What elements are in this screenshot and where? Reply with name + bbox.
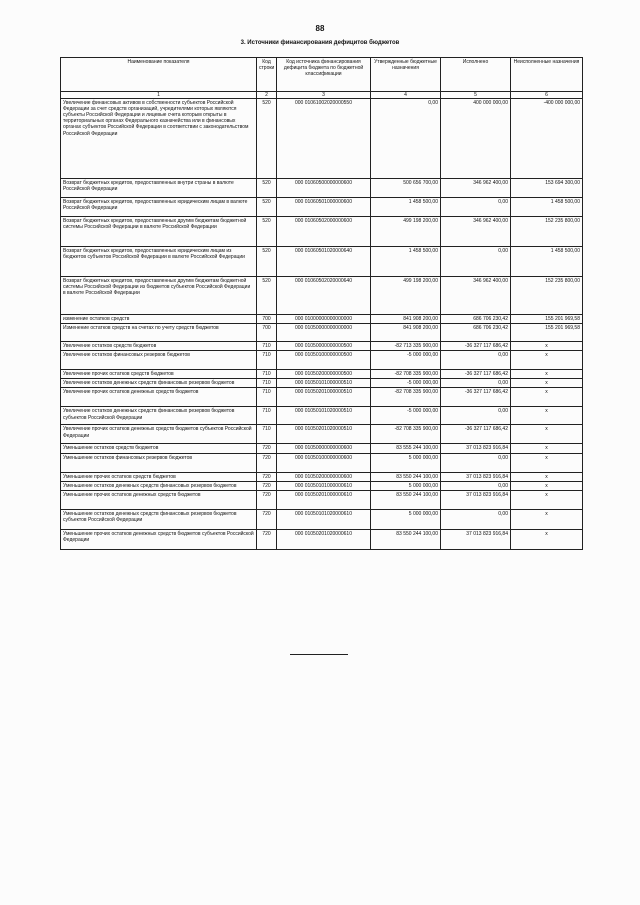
line-code: 710 — [257, 351, 277, 370]
approved-amount: 499 198 200,00 — [371, 217, 441, 247]
indicator-name: Уменьшение остатков финансовых резервов бюджетов — [61, 453, 257, 472]
line-code: 520 — [257, 179, 277, 198]
indicator-name: Уменьшение прочих остатков денежных средств бюджетов субъектов Российской Федерации — [61, 529, 257, 549]
executed-amount: 346 962 400,00 — [441, 277, 511, 315]
approved-amount: -5 000 000,00 — [371, 407, 441, 425]
line-code: 720 — [257, 490, 277, 509]
executed-amount: 0,00 — [441, 379, 511, 388]
table-row — [61, 509, 583, 529]
table-row — [61, 315, 583, 324]
source-code: 000 01000000000000000 — [277, 315, 371, 324]
column-number: 5 — [441, 92, 511, 99]
indicator-name: Возврат бюджетных кредитов, предоставленных другим бюджетам бюджетной системы Российской Федерации в валюте Российской Федерации — [61, 217, 257, 247]
table-row — [61, 351, 583, 370]
table-row — [61, 407, 583, 425]
executed-amount: 37 013 823 916,84 — [441, 529, 511, 549]
source-code: 000 01050100000000500 — [277, 351, 371, 370]
column-number-row — [61, 92, 583, 99]
indicator-name: Увеличение остатков денежных средств финансовых резервов бюджетов — [61, 379, 257, 388]
indicator-name: Уменьшение прочих остатков денежных средств бюджетов — [61, 490, 257, 509]
indicator-name: изменение остатков средств — [61, 315, 257, 324]
table-row — [61, 217, 583, 247]
source-code: 000 01060500000000600 — [277, 179, 371, 198]
executed-amount: -36 327 117 686,42 — [441, 388, 511, 407]
source-code: 000 01050101020000510 — [277, 407, 371, 425]
approved-amount: 5 000 000,00 — [371, 509, 441, 529]
executed-amount: 0,00 — [441, 247, 511, 277]
source-code: 000 01050201000000610 — [277, 490, 371, 509]
source-code: 000 01050000000000000 — [277, 324, 371, 342]
table-row — [61, 198, 583, 217]
column-number: 6 — [511, 92, 583, 99]
source-code: 000 01050000000000600 — [277, 444, 371, 453]
executed-amount: 346 962 400,00 — [441, 179, 511, 198]
approved-amount: 499 198 200,00 — [371, 277, 441, 315]
indicator-name: Возврат бюджетных кредитов, предоставленных внутри страны в валюте Российской Федерации — [61, 179, 257, 198]
table-row — [61, 370, 583, 379]
header-unexecuted: Неисполненные назначения — [511, 58, 583, 92]
unexecuted-amount: x — [511, 370, 583, 379]
approved-amount: 1 458 500,00 — [371, 198, 441, 217]
unexecuted-amount: x — [511, 509, 583, 529]
unexecuted-amount: x — [511, 379, 583, 388]
line-code: 710 — [257, 407, 277, 425]
line-code: 520 — [257, 277, 277, 315]
table-row — [61, 324, 583, 342]
approved-amount: -82 713 335 900,00 — [371, 342, 441, 351]
table-row — [61, 179, 583, 198]
table-row — [61, 481, 583, 490]
table-row — [61, 379, 583, 388]
source-code: 000 01050200000000600 — [277, 472, 371, 481]
line-code: 710 — [257, 388, 277, 407]
executed-amount: 0,00 — [441, 198, 511, 217]
indicator-name: Возврат бюджетных кредитов, предоставленных юридическим лицам из бюджетов субъектов Российской Федерации в валюте Российской Федерации — [61, 247, 257, 277]
line-code: 520 — [257, 198, 277, 217]
approved-amount: 83 550 244 100,00 — [371, 472, 441, 481]
source-code: 000 01050101020000610 — [277, 509, 371, 529]
source-code: 000 01060501000000600 — [277, 198, 371, 217]
source-code: 000 01050201000000510 — [277, 388, 371, 407]
table-row — [61, 425, 583, 444]
approved-amount: -82 708 335 900,00 — [371, 425, 441, 444]
line-code: 720 — [257, 529, 277, 549]
column-number: 3 — [277, 92, 371, 99]
table-row — [61, 388, 583, 407]
table-row — [61, 490, 583, 509]
indicator-name: Возврат бюджетных кредитов, предоставленных юридическим лицам в валюте Российской Федерации — [61, 198, 257, 217]
source-code: 000 01060501020000640 — [277, 247, 371, 277]
executed-amount: 400 000 000,00 — [441, 99, 511, 179]
unexecuted-amount: x — [511, 425, 583, 444]
table-row — [61, 342, 583, 351]
line-code: 710 — [257, 425, 277, 444]
unexecuted-amount: 152 235 800,00 — [511, 217, 583, 247]
indicator-name: Уменьшение остатков средств бюджетов — [61, 444, 257, 453]
header-row — [61, 58, 583, 92]
approved-amount: 500 656 700,00 — [371, 179, 441, 198]
executed-amount: 0,00 — [441, 453, 511, 472]
line-code: 720 — [257, 481, 277, 490]
approved-amount: -5 000 000,00 — [371, 379, 441, 388]
approved-amount: -5 000 000,00 — [371, 351, 441, 370]
source-code: 000 01050000000000500 — [277, 342, 371, 351]
unexecuted-amount: 155 201 969,58 — [511, 315, 583, 324]
approved-amount: -82 708 335 900,00 — [371, 388, 441, 407]
indicator-name: Увеличение прочих остатков средств бюджетов — [61, 370, 257, 379]
table-row — [61, 99, 583, 179]
executed-amount: 0,00 — [441, 509, 511, 529]
unexecuted-amount: x — [511, 481, 583, 490]
approved-amount: 83 550 244 100,00 — [371, 490, 441, 509]
unexecuted-amount: x — [511, 351, 583, 370]
executed-amount: 0,00 — [441, 481, 511, 490]
source-code: 000 01050201020000610 — [277, 529, 371, 549]
line-code: 700 — [257, 324, 277, 342]
executed-amount: 0,00 — [441, 407, 511, 425]
line-code: 520 — [257, 247, 277, 277]
source-code: 000 01050201020000510 — [277, 425, 371, 444]
closing-rule — [290, 654, 348, 655]
header-approved: Утвержденные бюджетные назначения — [371, 58, 441, 92]
approved-amount: 83 550 244 100,00 — [371, 529, 441, 549]
approved-amount: 841 908 200,00 — [371, 324, 441, 342]
unexecuted-amount: 152 235 800,00 — [511, 277, 583, 315]
line-code: 700 — [257, 315, 277, 324]
executed-amount: 37 013 823 916,84 — [441, 444, 511, 453]
indicator-name: Увеличение остатков денежных средств финансовых резервов бюджетов субъектов Российской Федерации — [61, 407, 257, 425]
source-code: 000 01061002020000550 — [277, 99, 371, 179]
unexecuted-amount: -400 000 000,00 — [511, 99, 583, 179]
executed-amount: 686 706 230,42 — [441, 315, 511, 324]
table-row — [61, 453, 583, 472]
indicator-name: Уменьшение остатков денежных средств финансовых резервов бюджетов — [61, 481, 257, 490]
executed-amount: 686 706 230,42 — [441, 324, 511, 342]
header-source-code: Код источника финансирования дефицита бюджета по бюджетной классификации — [277, 58, 371, 92]
unexecuted-amount: 155 201 969,58 — [511, 324, 583, 342]
section-title: 3. Источники финансирования дефицитов бюджетов — [240, 40, 400, 46]
header-line-code: Код строки — [257, 58, 277, 92]
line-code: 710 — [257, 379, 277, 388]
indicator-name: Увеличение прочих остатков денежных средств бюджетов — [61, 388, 257, 407]
indicator-name: Увеличение прочих остатков денежных средств бюджетов субъектов Российской Федерации — [61, 425, 257, 444]
unexecuted-amount: x — [511, 490, 583, 509]
indicator-name: Увеличение остатков средств бюджетов — [61, 342, 257, 351]
unexecuted-amount: x — [511, 444, 583, 453]
column-number: 2 — [257, 92, 277, 99]
approved-amount: 5 000 000,00 — [371, 453, 441, 472]
table-row — [61, 529, 583, 549]
line-code: 720 — [257, 509, 277, 529]
executed-amount: 37 013 823 916,84 — [441, 490, 511, 509]
executed-amount: -36 327 117 686,42 — [441, 425, 511, 444]
unexecuted-amount: x — [511, 529, 583, 549]
unexecuted-amount: x — [511, 472, 583, 481]
indicator-name: Уменьшение остатков денежных средств финансовых резервов бюджетов субъектов Российской Федерации — [61, 509, 257, 529]
line-code: 710 — [257, 342, 277, 351]
unexecuted-amount: x — [511, 388, 583, 407]
line-code: 720 — [257, 444, 277, 453]
header-executed: Исполнено — [441, 58, 511, 92]
executed-amount: 0,00 — [441, 351, 511, 370]
line-code: 520 — [257, 99, 277, 179]
approved-amount: 83 555 244 100,00 — [371, 444, 441, 453]
table-row — [61, 277, 583, 315]
approved-amount: -82 708 335 900,00 — [371, 370, 441, 379]
approved-amount: 841 908 200,00 — [371, 315, 441, 324]
unexecuted-amount: x — [511, 453, 583, 472]
unexecuted-amount: 1 458 500,00 — [511, 247, 583, 277]
source-code: 000 01060502020000640 — [277, 277, 371, 315]
unexecuted-amount: 153 694 300,00 — [511, 179, 583, 198]
unexecuted-amount: 1 458 500,00 — [511, 198, 583, 217]
executed-amount: 37 013 823 916,84 — [441, 472, 511, 481]
table-row — [61, 247, 583, 277]
indicator-name: Изменение остатков средств на счетах по учету средств бюджетов — [61, 324, 257, 342]
unexecuted-amount: x — [511, 407, 583, 425]
source-code: 000 01060502000000600 — [277, 217, 371, 247]
approved-amount: 0,00 — [371, 99, 441, 179]
approved-amount: 5 000 000,00 — [371, 481, 441, 490]
column-number: 4 — [371, 92, 441, 99]
header-indicator-name: Наименование показателя — [61, 58, 257, 92]
source-code: 000 01050101000000610 — [277, 481, 371, 490]
indicator-name: Увеличение финансовых активов в собственности субъектов Российской Федерации за счет средств организаций, учредителями которых являются субъекты Российской Федерации и лицевые счета которым открыты в территориальных органах Федерального казначейства или в финансовых органах субъектов Российской Федерации в соответствии с законодательством Российской Федерации — [61, 99, 257, 179]
executed-amount: 346 962 400,00 — [441, 217, 511, 247]
source-code: 000 01050200000000500 — [277, 370, 371, 379]
line-code: 710 — [257, 370, 277, 379]
source-code: 000 01050101000000510 — [277, 379, 371, 388]
line-code: 720 — [257, 453, 277, 472]
indicator-name: Уменьшение прочих остатков средств бюджетов — [61, 472, 257, 481]
column-number: 1 — [61, 92, 257, 99]
source-code: 000 01050100000000600 — [277, 453, 371, 472]
table-row — [61, 444, 583, 453]
line-code: 720 — [257, 472, 277, 481]
approved-amount: 1 458 500,00 — [371, 247, 441, 277]
indicator-name: Возврат бюджетных кредитов, предоставленных другим бюджетам бюджетной системы Российской Федерации из бюджетов субъектов Российской Федерации в валюте Российской Федерации — [61, 277, 257, 315]
financing-sources-table — [60, 57, 583, 550]
executed-amount: -36 327 117 686,42 — [441, 370, 511, 379]
unexecuted-amount: x — [511, 342, 583, 351]
executed-amount: -36 327 117 686,42 — [441, 342, 511, 351]
indicator-name: Увеличение остатков финансовых резервов бюджетов — [61, 351, 257, 370]
line-code: 520 — [257, 217, 277, 247]
table-row — [61, 472, 583, 481]
page-number: 88 — [315, 24, 325, 33]
